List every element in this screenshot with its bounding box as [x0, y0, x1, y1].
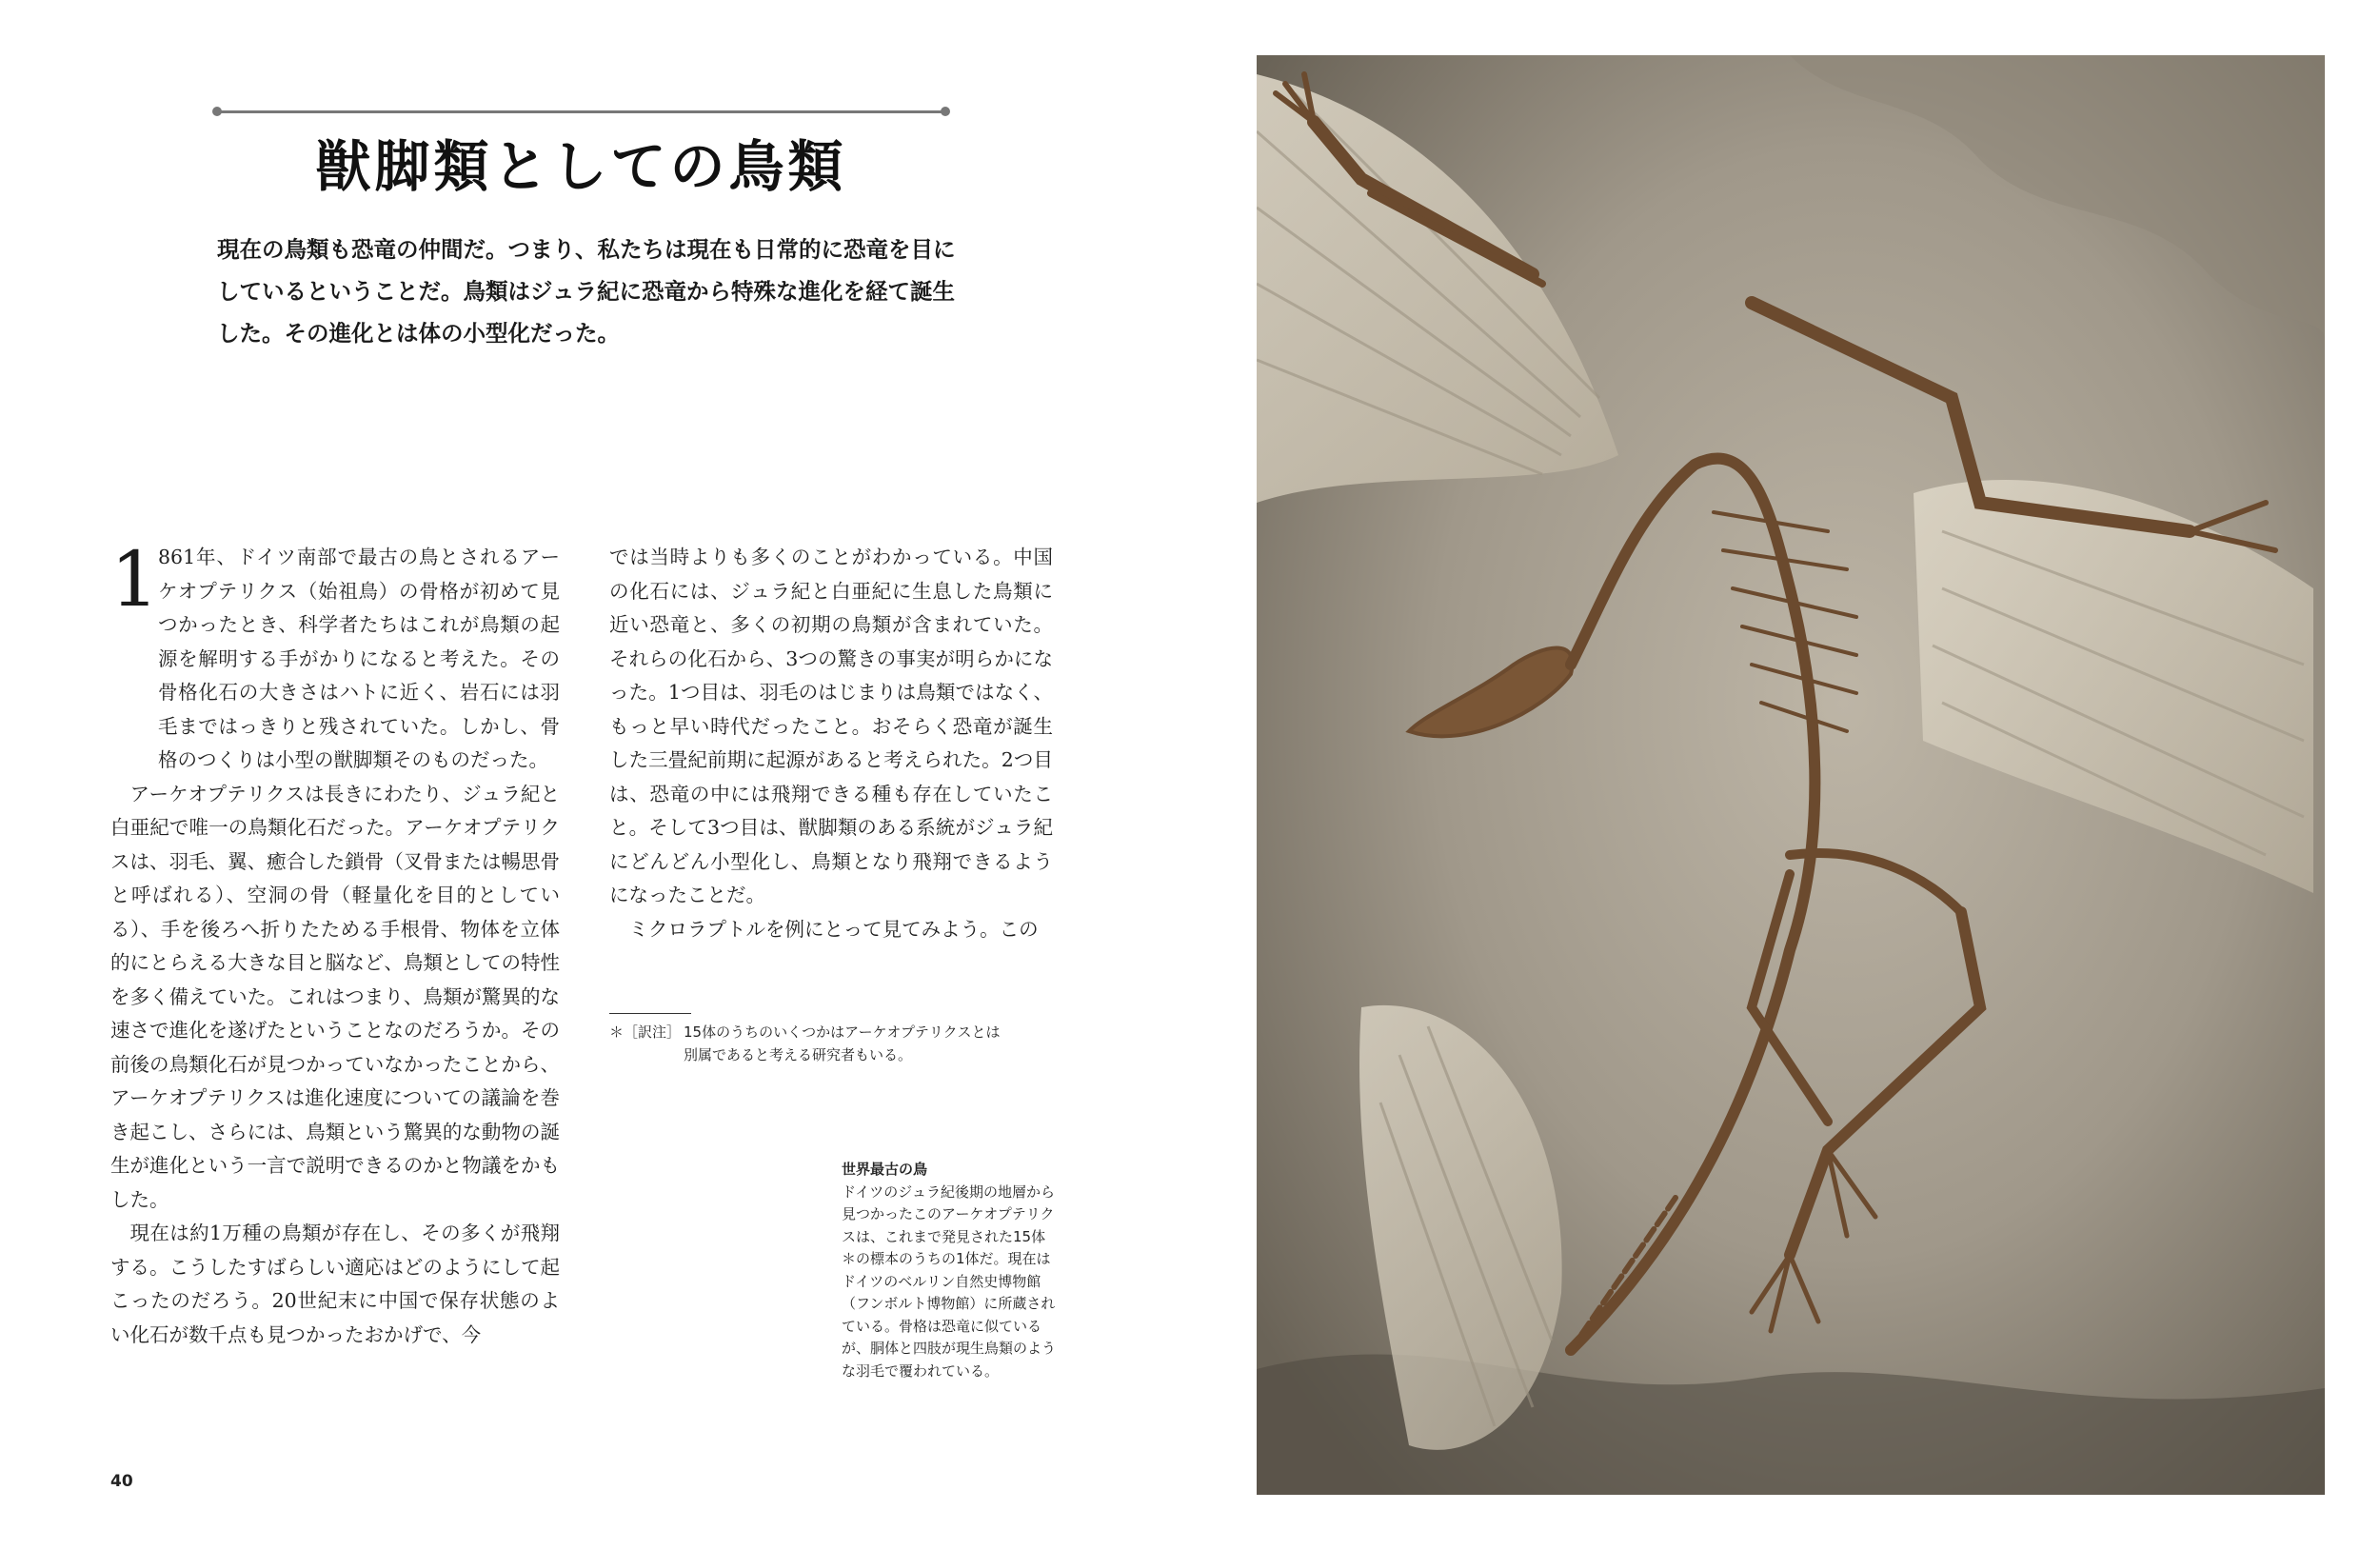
body-paragraph-5: ミクロラプトルを例にとって見てみよう。この [628, 917, 1039, 941]
right-text-column [609, 541, 1053, 946]
left-text-column [110, 535, 560, 1352]
page-number: 40 [110, 1472, 133, 1491]
footnote-rule [609, 1013, 691, 1014]
body-paragraph-4: では当時よりも多くのことがわかっている。中国の化石には、ジュラ紀と白亜紀に生息した鳥類に近い恐竜と、多くの初期の鳥類が含まれていた。それらの化石から、3つの驚きの事実が明らかになった。1つ目は、羽毛のはじまりは鳥類ではなく、もっと早い時代だったこと。おそらく恐竜が誕生した三畳紀前期に起源があると考えられた。2つ目は、恐竜の中には飛翔できる種も存在していたこと。そして3つ目は、獣脚類のある系統がジュラ紀にどんどん小型化し、鳥類となり飛翔できるようになったことだ。 [609, 546, 1053, 906]
footnote-line-2: 別属であると考える研究者もいる。 [684, 1046, 913, 1063]
drop-cap: 1 [110, 535, 159, 624]
lead-paragraph: 現在の鳥類も恐竜の仲間だ。つまり、私たちは現在も日常的に恐竜を目にしているということだ。鳥類はジュラ紀に恐竜から特殊な進化を経て誕生した。その進化とは体の小型化だった。 [217, 236, 956, 347]
caption-body: ドイツのジュラ紀後期の地層から見つかったこのアーケオプテリクスは、これまで発見された15体＊の標本のうちの1体だ。現在はドイツのベルリン自然史博物館（フンボルト博物館）に所蔵されている。骨格は恐竜に似ているが、胴体と四肢が現生鳥類のような羽毛で覆われている。 [842, 1182, 1057, 1380]
caption-title: 世界最古の鳥 [842, 1161, 928, 1178]
title-rule [217, 110, 945, 113]
archaeopteryx-fossil-photo [1257, 55, 2325, 1495]
body-paragraph-1: 861年、ドイツ南部で最古の鳥とされるアーケオプテリクス（始祖鳥）の骨格が初めて見つかったとき、科学者たちはこれが鳥類の起源を解明する手がかりになると考えた。その骨格化石の大きさはハトに近く、岩石には羽毛まではっきりと残されていた。しかし、骨格のつくりは小型の獣脚類そのものだった。 [158, 546, 560, 771]
photo-caption [842, 1159, 1057, 1382]
footnote-line-1: 15体のうちのいくつかはアーケオプテリクスとは [684, 1023, 1001, 1041]
body-paragraph-2: アーケオプテリクスは長きにわたり、ジュラ紀と白亜紀で唯一の鳥類化石だった。アーケオプテリクスは、羽毛、翼、癒合した鎖骨（叉骨または暢思骨と呼ばれる）、空洞の骨（軽量化を目的としている）、手を後ろへ折りたためる手根骨、物体を立体的にとらえる大きな目と脳など、鳥類としての特性を多く備えていた。これはつまり、鳥類が驚異的な速さで進化を遂げたということなのだろうか。その前後の鳥類化石が見つかっていなかったことから、アーケオプテリクスは進化速度についての議論を巻き起こし、さらには、鳥類という驚異的な動物の誕生が進化という一言で説明できるのかと物議をかもした。 [110, 782, 560, 1211]
body-paragraph-3: 現在は約1万種の鳥類が存在し、その多くが飛翔する。こうしたすばらしい適応はどのようにして起こったのだろう。20世紀末に中国で保存状態のよい化石が数千点も見つかったおかげで、今 [110, 1222, 560, 1346]
fossil-illustration [1257, 55, 2325, 1495]
footnote [609, 1021, 1066, 1066]
footnote-mark: ＊［訳注］ [609, 1023, 682, 1041]
page-title: 獣脚類としての鳥類 [315, 134, 847, 199]
